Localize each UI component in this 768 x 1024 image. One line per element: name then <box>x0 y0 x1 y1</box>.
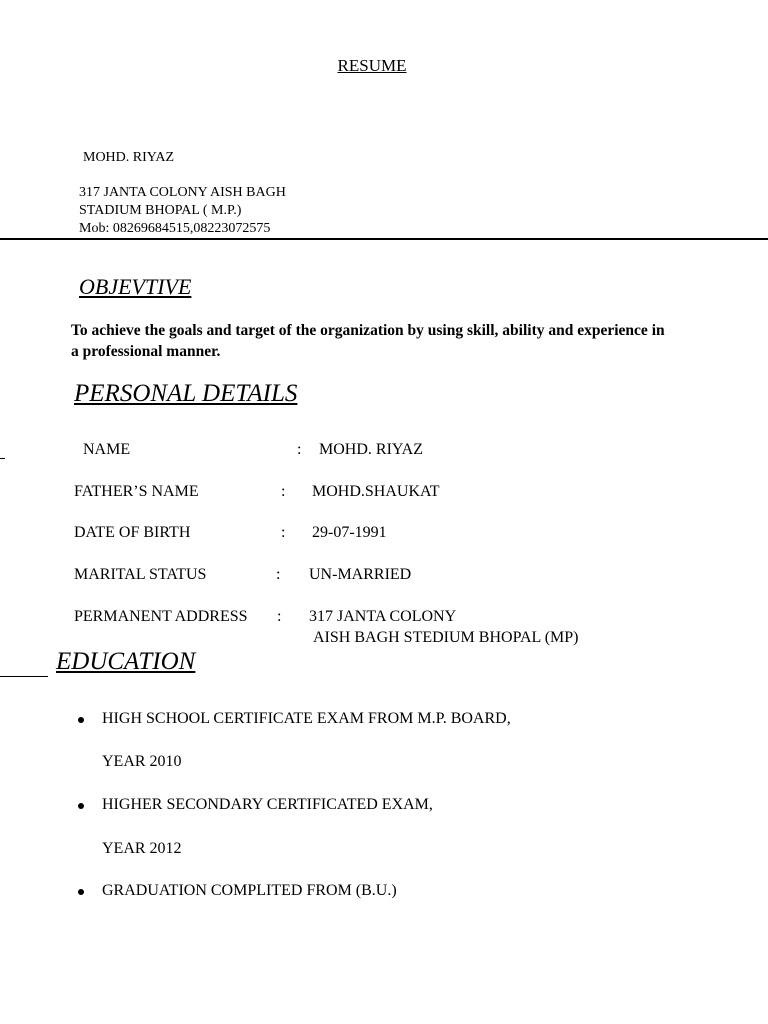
bullet-icon <box>78 889 84 895</box>
pd-value-permanent-address: 317 JANTA COLONY <box>309 608 457 625</box>
margin-mark <box>0 458 5 459</box>
pd-label-name: NAME <box>83 441 131 458</box>
objective-text: To achieve the goals and target of the organization by using skill, ability and experience in a professional manner. <box>71 322 665 360</box>
bullet-icon <box>78 803 84 809</box>
pd-value-name: MOHD. RIYAZ <box>319 441 423 458</box>
pd-value-marital-status: UN-MARRIED <box>309 566 412 583</box>
header-name: MOHD. RIYAZ <box>83 150 174 165</box>
pd-separator: : <box>281 524 286 541</box>
pd-value-permanent-address-line2: AISH BAGH STEDIUM BHOPAL (MP) <box>313 629 579 646</box>
education-item: HIGHER SECONDARY CERTIFICATED EXAM, <box>102 796 433 813</box>
education-item-year: YEAR 2010 <box>102 753 182 770</box>
pd-label-fathers-name: FATHER’S NAME <box>74 483 199 500</box>
education-item: HIGH SCHOOL CERTIFICATE EXAM FROM M.P. BOARD, <box>102 710 511 727</box>
header-address-line2: STADIUM BHOPAL ( M.P.) <box>79 203 242 218</box>
margin-mark <box>0 676 48 677</box>
pd-value-date-of-birth: 29-07-1991 <box>312 524 387 541</box>
personal-details-heading: PERSONAL DETAILS <box>74 380 298 407</box>
pd-label-marital-status: MARITAL STATUS <box>74 566 207 583</box>
education-item-year: YEAR 2012 <box>102 840 182 857</box>
education-item: GRADUATION COMPLITED FROM (B.U.) <box>102 882 397 899</box>
pd-label-permanent-address: PERMANENT ADDRESS <box>74 608 248 625</box>
pd-separator: : <box>277 608 282 625</box>
pd-separator: : <box>276 566 281 583</box>
resume-title: RESUME <box>337 56 407 75</box>
objective-heading: OBJEVTIVE <box>79 274 192 299</box>
bullet-icon <box>78 717 84 723</box>
header-divider <box>0 238 768 240</box>
education-heading: EDUCATION <box>56 648 196 675</box>
pd-value-fathers-name: MOHD.SHAUKAT <box>312 483 440 500</box>
header-address-line1: 317 JANTA COLONY AISH BAGH <box>79 185 286 200</box>
pd-separator: : <box>281 483 286 500</box>
header-mobile: Mob: 08269684515,08223072575 <box>79 221 271 236</box>
pd-separator: : <box>297 441 302 458</box>
pd-label-date-of-birth: DATE OF BIRTH <box>74 524 191 541</box>
